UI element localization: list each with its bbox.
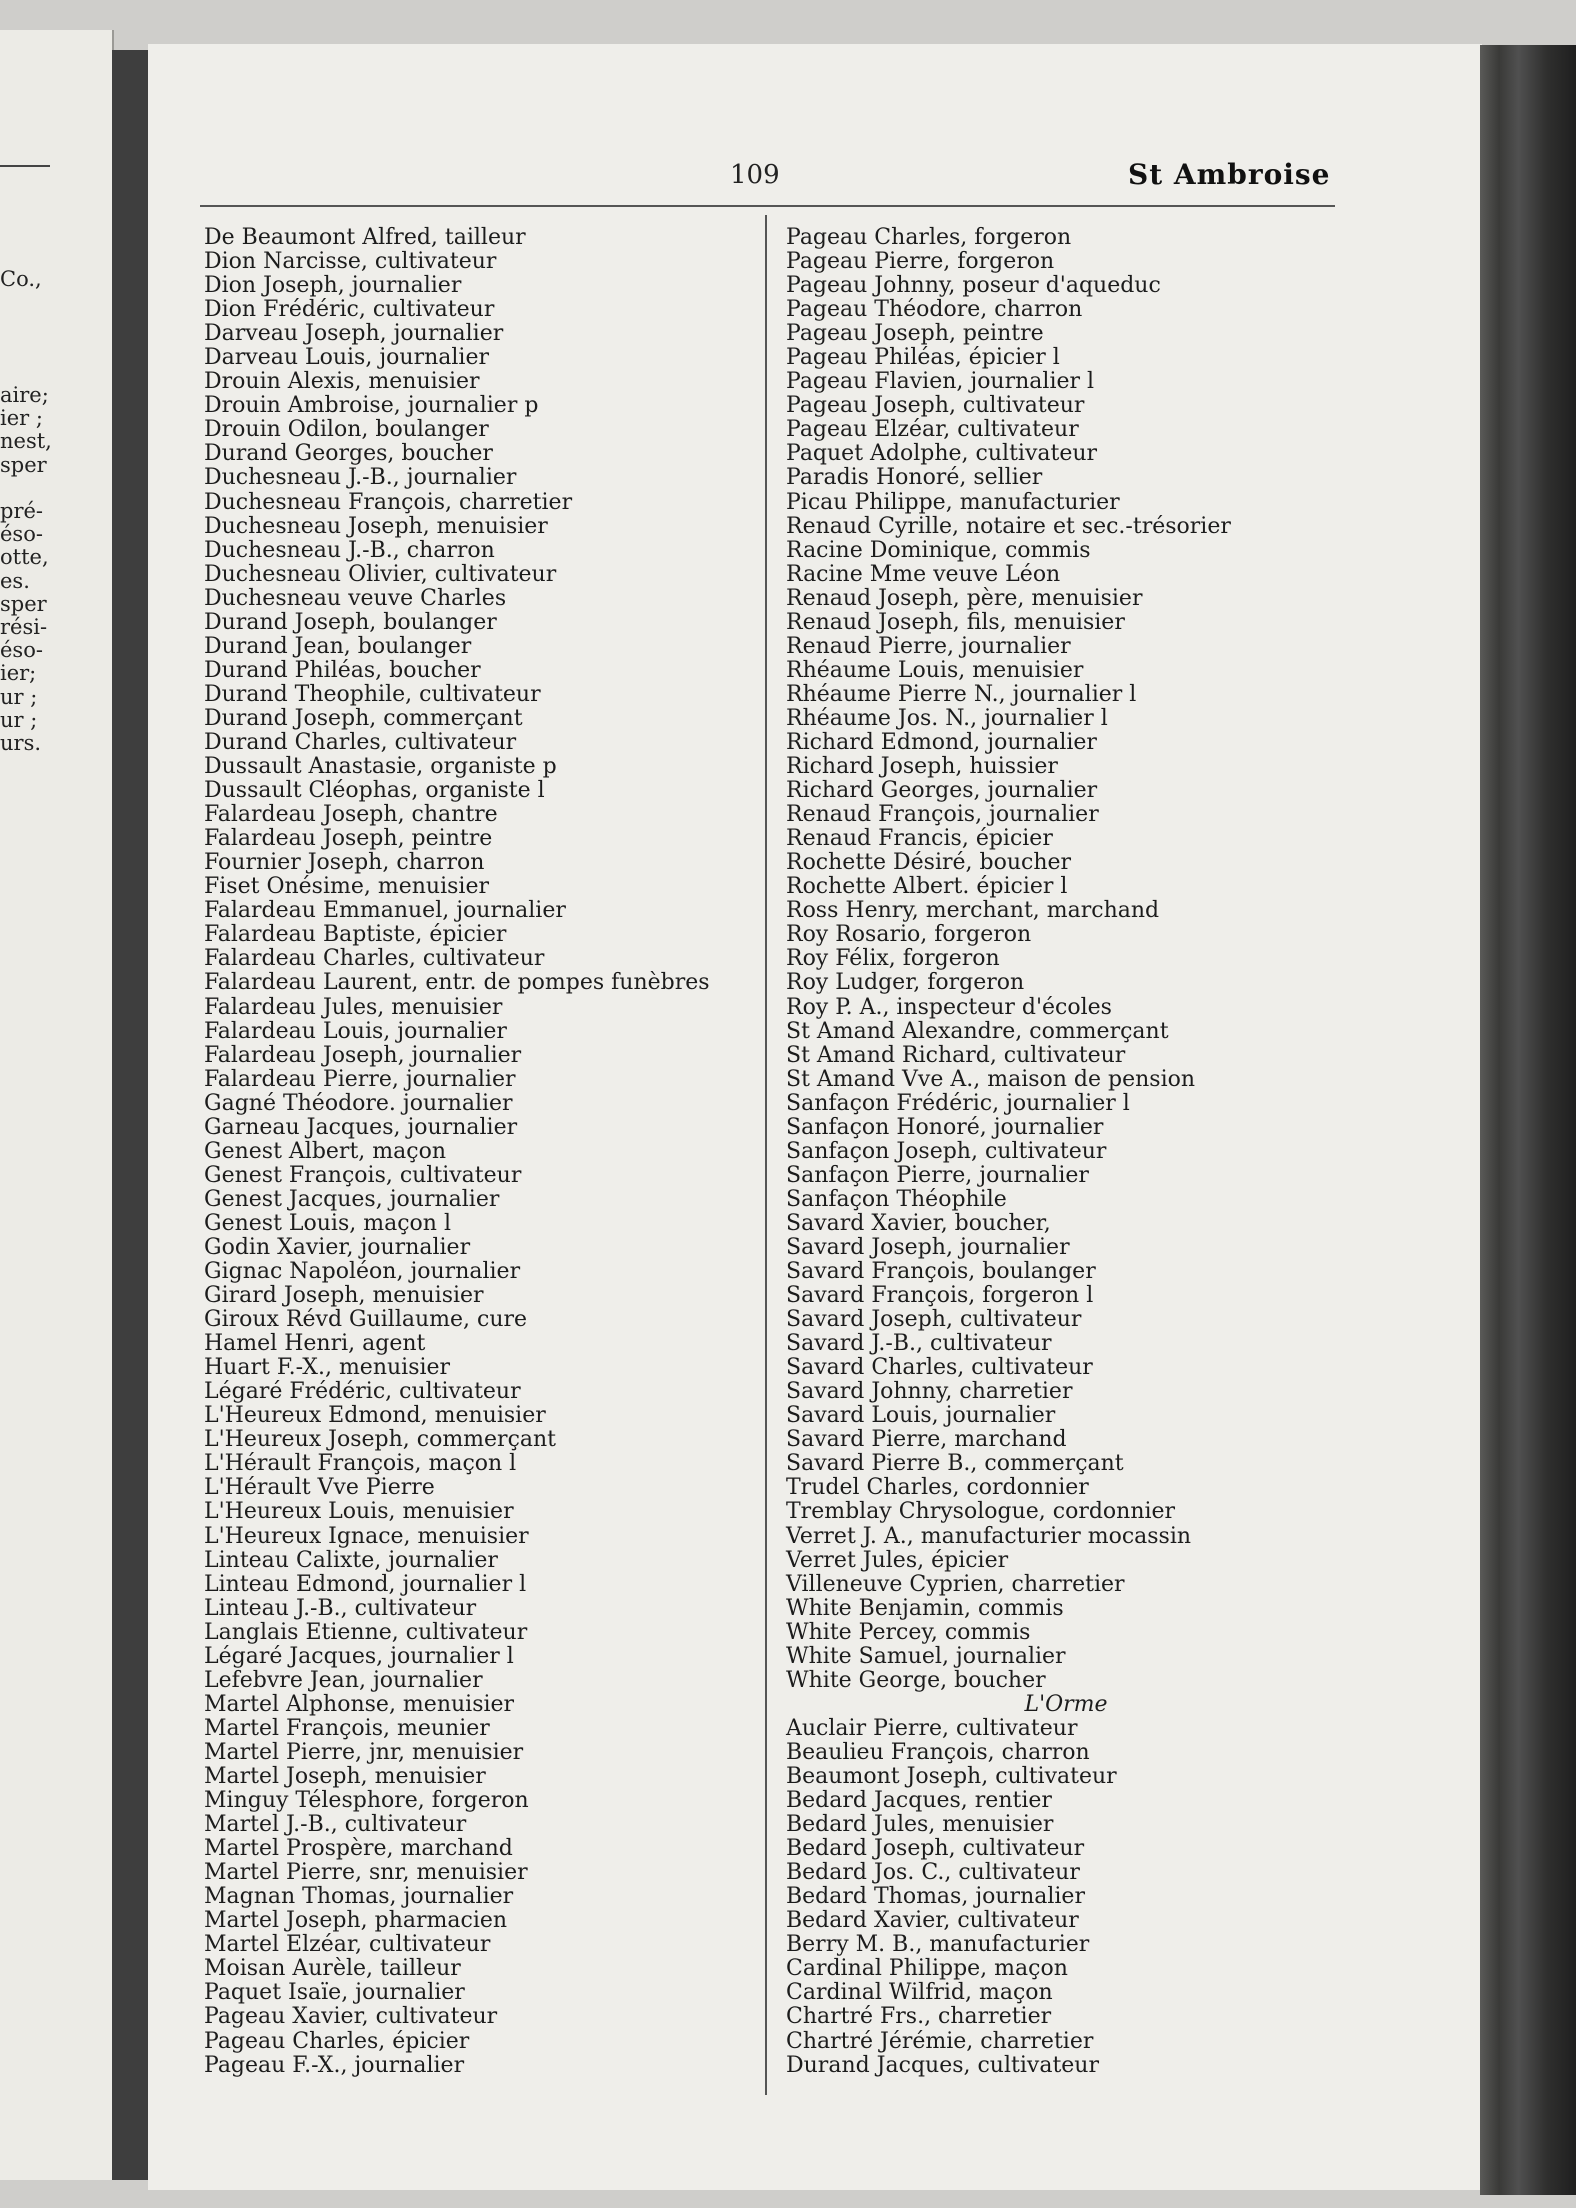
directory-entry: Darveau Joseph, journalier (204, 321, 504, 347)
directory-entry: Pageau Théodore, charron (786, 297, 1083, 323)
directory-entry: Magnan Thomas, journalier (204, 1884, 514, 1910)
directory-entry: Racine Dominique, commis (786, 537, 1091, 563)
directory-entry: St Amand Vve A., maison de pension (786, 1066, 1196, 1092)
directory-entry: White Samuel, journalier (786, 1643, 1066, 1669)
directory-entry: Pageau Philéas, épicier l (786, 345, 1060, 371)
directory-entry: Duchesneau Olivier, cultivateur (204, 561, 557, 587)
directory-entry: Roy Félix, forgeron (786, 946, 1000, 972)
directory-entry: Falardeau Joseph, journalier (204, 1042, 522, 1068)
directory-entry: Garneau Jacques, journalier (204, 1114, 518, 1140)
facing-page-fragments: Co., aire; ier ; nest, sper pré- éso- otte, es. sper rési- éso- ier; ur ; ur ; urs. (0, 267, 52, 756)
directory-entry: Légaré Frédéric, cultivateur (204, 1379, 521, 1405)
directory-entry: Richard Joseph, huissier (786, 754, 1058, 780)
directory-entry: Dussault Anastasie, organiste p (204, 754, 557, 780)
directory-entry: Falardeau Louis, journalier (204, 1018, 507, 1044)
directory-entry: Cardinal Wilfrid, maçon (786, 1980, 1053, 2006)
header-rule (200, 205, 1335, 207)
directory-entry: Berry M. B., manufacturier (786, 1932, 1090, 1958)
directory-entry: Chartré Jérémie, charretier (786, 2028, 1094, 2054)
directory-entry: Renaud Francis, épicier (786, 826, 1053, 852)
directory-entry: Bedard Jules, menuisier (786, 1812, 1054, 1838)
directory-entry: Paquet Adolphe, cultivateur (786, 441, 1098, 467)
directory-entry: Bedard Thomas, journalier (786, 1884, 1085, 1910)
directory-entry: Pageau Charles, épicier (204, 2028, 470, 2054)
directory-entry: Rochette Désiré, boucher (786, 850, 1072, 876)
page-number: 109 (730, 160, 780, 190)
directory-entry: St Amand Alexandre, commerçant (786, 1018, 1169, 1044)
directory-entry: Pageau F.-X., journalier (204, 2052, 465, 2078)
directory-entry: Linteau J.-B., cultivateur (204, 1595, 477, 1621)
directory-entry: Cardinal Philippe, maçon (786, 1956, 1068, 1982)
directory-entry: Martel Pierre, snr, menuisier (204, 1860, 528, 1886)
directory-entry: Martel J.-B., cultivateur (204, 1812, 467, 1838)
directory-entry: Duchesneau veuve Charles (204, 585, 507, 611)
directory-entry: Savard Pierre B., commerçant (786, 1451, 1124, 1477)
directory-entry: Beaumont Joseph, cultivateur (786, 1764, 1117, 1789)
directory-entry: Verret Jules, épicier (786, 1547, 1009, 1573)
directory-entry: Durand Joseph, commerçant (204, 705, 523, 731)
directory-entry: Falardeau Joseph, chantre (204, 802, 498, 828)
directory-entry: Genest Jacques, journalier (204, 1186, 500, 1212)
directory-entry: Roy P. A., inspecteur d'écoles (786, 994, 1112, 1020)
directory-entry: Durand Joseph, boulanger (204, 609, 497, 635)
directory-entry: Lefebvre Jean, journalier (204, 1667, 483, 1693)
directory-entry: Renaud Joseph, fils, menuisier (786, 609, 1125, 635)
directory-entry: Bedard Joseph, cultivateur (786, 1836, 1085, 1862)
directory-entry: Pageau Flavien, journalier l (786, 369, 1095, 395)
directory-entry: Huart F.-X., menuisier (204, 1355, 451, 1381)
book-page-edges (1480, 45, 1576, 2195)
directory-entry: Bedard Jacques, rentier (786, 1788, 1052, 1814)
directory-entry: Falardeau Emmanuel, journalier (204, 898, 566, 924)
directory-entry: Duchesneau François, charretier (204, 489, 573, 515)
directory-entry: Durand Jean, boulanger (204, 633, 472, 659)
directory-entry: Falardeau Baptiste, épicier (204, 922, 507, 948)
directory-entry: L'Hérault François, maçon l (204, 1451, 517, 1477)
directory-entry: Durand Philéas, boucher (204, 657, 481, 683)
directory-entry: Savard Xavier, boucher, (786, 1210, 1051, 1236)
directory-entry: Sanfaçon Frédéric, journalier l (786, 1090, 1130, 1116)
directory-entry: Légaré Jacques, journalier l (204, 1643, 514, 1669)
directory-entry: Rhéaume Jos. N., journalier l (786, 705, 1108, 731)
directory-entry: Martel François, meunier (204, 1715, 490, 1741)
directory-entry: Richard Edmond, journalier (786, 729, 1097, 755)
left-column (204, 226, 760, 2078)
directory-entry: Durand Georges, boucher (204, 441, 493, 467)
directory-entry: Pageau Joseph, cultivateur (786, 393, 1085, 419)
column-divider (765, 215, 767, 2095)
directory-entry: Hamel Henri, agent (204, 1331, 426, 1357)
directory-entry: Girard Joseph, menuisier (204, 1283, 484, 1309)
directory-entry: Savard J.-B., cultivateur (786, 1331, 1052, 1357)
directory-entry: Ross Henry, merchant, marchand (786, 898, 1160, 924)
directory-entry: Falardeau Jules, menuisier (204, 994, 503, 1020)
directory-entry: L'Heureux Joseph, commerçant (204, 1427, 557, 1453)
directory-entry: Fournier Joseph, charron (204, 850, 485, 876)
directory-entry: Dion Joseph, journalier (204, 273, 462, 299)
directory-entry: Fiset Onésime, menuisier (204, 874, 489, 900)
directory-entry: Drouin Odilon, boulanger (204, 417, 489, 443)
directory-entry: Renaud Joseph, père, menuisier (786, 585, 1143, 611)
directory-entry: De Beaumont Alfred, tailleur (204, 225, 526, 250)
directory-entry: Rhéaume Louis, menuisier (786, 657, 1084, 683)
directory-entry: Genest François, cultivateur (204, 1162, 522, 1188)
directory-entry: Chartré Frs., charretier (786, 2004, 1052, 2030)
facing-page (0, 30, 114, 2180)
directory-entry: Sanfaçon Joseph, cultivateur (786, 1138, 1107, 1164)
directory-entry: Durand Charles, cultivateur (204, 729, 517, 755)
directory-entry: Martel Prospère, marchand (204, 1836, 513, 1862)
directory-entry: Dussault Cléophas, organiste l (204, 778, 545, 804)
directory-entry: Savard François, forgeron l (786, 1283, 1094, 1309)
directory-entry: Roy Ludger, forgeron (786, 970, 1025, 996)
directory-entry: Pageau Johnny, poseur d'aqueduc (786, 273, 1161, 299)
directory-entry: Paquet Isaïe, journalier (204, 1980, 465, 2006)
facing-page-rule (0, 165, 50, 167)
directory-entry: Paradis Honoré, sellier (786, 465, 1043, 491)
directory-entry: L'Heureux Ignace, menuisier (204, 1523, 529, 1549)
directory-entry: Savard Charles, cultivateur (786, 1355, 1093, 1381)
directory-entry: Linteau Edmond, journalier l (204, 1571, 527, 1597)
directory-entry: Drouin Alexis, menuisier (204, 369, 480, 395)
directory-entry: Falardeau Pierre, journalier (204, 1066, 516, 1092)
directory-entry: Genest Albert, maçon (204, 1138, 446, 1164)
running-head: St Ambroise (1128, 158, 1331, 191)
directory-entry: Renaud Cyrille, notaire et sec.-trésorier (786, 513, 1231, 539)
directory-entry: Giroux Révd Guillaume, cure (204, 1307, 528, 1333)
directory-entry: White George, boucher (786, 1667, 1046, 1693)
directory-entry: Martel Alphonse, menuisier (204, 1691, 515, 1717)
directory-entry: Falardeau Joseph, peintre (204, 826, 493, 852)
directory-entry: Darveau Louis, journalier (204, 345, 489, 371)
directory-entry: Pageau Pierre, forgeron (786, 249, 1055, 275)
book-gutter (112, 50, 148, 2180)
directory-entry: L'Heureux Louis, menuisier (204, 1499, 514, 1525)
directory-entry: Bedard Jos. C., cultivateur (786, 1860, 1080, 1886)
directory-entry: Sanfaçon Honoré, journalier (786, 1114, 1104, 1140)
directory-entry: Pageau Xavier, cultivateur (204, 2004, 498, 2030)
directory-entry: White Percey, commis (786, 1619, 1031, 1645)
directory-entry: Savard Joseph, cultivateur (786, 1307, 1082, 1333)
directory-entry: Savard Johnny, charretier (786, 1379, 1073, 1405)
directory-entry: Pageau Elzéar, cultivateur (786, 417, 1079, 443)
directory-entry: Villeneuve Cyprien, charretier (786, 1571, 1125, 1597)
directory-entry: Duchesneau J.-B., charron (204, 537, 495, 563)
directory-entry: Durand Jacques, cultivateur (786, 2052, 1099, 2078)
directory-entry: Gignac Napoléon, journalier (204, 1259, 521, 1285)
directory-entry: Martel Joseph, menuisier (204, 1764, 486, 1789)
directory-entry: Renaud Pierre, journalier (786, 633, 1071, 659)
directory-entry: Trudel Charles, cordonnier (786, 1475, 1089, 1501)
directory-entry: Pageau Charles, forgeron (786, 225, 1072, 250)
directory-entry: Dion Frédéric, cultivateur (204, 297, 495, 323)
directory-entry: L'Heureux Edmond, menuisier (204, 1403, 546, 1429)
directory-entry: Renaud François, journalier (786, 802, 1099, 828)
directory-entry: Savard François, boulanger (786, 1259, 1096, 1285)
directory-entry: Falardeau Charles, cultivateur (204, 946, 545, 972)
directory-entry: Savard Pierre, marchand (786, 1427, 1067, 1453)
directory-entry: Genest Louis, maçon l (204, 1210, 451, 1236)
directory-entry: Pageau Joseph, peintre (786, 321, 1044, 347)
section-heading: L'Orme (1024, 1691, 1108, 1717)
directory-entry: Martel Pierre, jnr, menuisier (204, 1739, 524, 1765)
directory-entry: Verret J. A., manufacturier mocassin (786, 1523, 1192, 1549)
directory-entry: St Amand Richard, cultivateur (786, 1042, 1126, 1068)
directory-entry: Dion Narcisse, cultivateur (204, 249, 497, 275)
directory-entry: Beaulieu François, charron (786, 1739, 1090, 1765)
directory-entry: Savard Louis, journalier (786, 1403, 1056, 1429)
directory-entry: Richard Georges, journalier (786, 778, 1098, 804)
directory-entry: Roy Rosario, forgeron (786, 922, 1032, 948)
directory-entry: Duchesneau J.-B., journalier (204, 465, 517, 491)
directory-entry: White Benjamin, commis (786, 1595, 1064, 1621)
directory-entry: Moisan Aurèle, tailleur (204, 1956, 461, 1982)
directory-entry: Linteau Calixte, journalier (204, 1547, 498, 1573)
directory-entry: Sanfaçon Théophile (786, 1186, 1007, 1212)
directory-entry: Rhéaume Pierre N., journalier l (786, 681, 1137, 707)
directory-entry: L'Hérault Vve Pierre (204, 1475, 435, 1501)
directory-entry: Rochette Albert. épicier l (786, 874, 1068, 900)
directory-entry: Godin Xavier, journalier (204, 1234, 471, 1260)
directory-entry: Picau Philippe, manufacturier (786, 489, 1120, 515)
directory-entry: Gagné Théodore. journalier (204, 1090, 513, 1116)
directory-entry: Martel Elzéar, cultivateur (204, 1932, 491, 1958)
directory-entry: Duchesneau Joseph, menuisier (204, 513, 548, 539)
directory-entry: Savard Joseph, journalier (786, 1234, 1070, 1260)
directory-entry: Langlais Etienne, cultivateur (204, 1619, 528, 1645)
directory-entry: Drouin Ambroise, journalier p (204, 393, 539, 419)
directory-entry: Minguy Télesphore, forgeron (204, 1788, 529, 1814)
directory-entry: Durand Theophile, cultivateur (204, 681, 541, 707)
directory-entry: Racine Mme veuve Léon (786, 561, 1061, 587)
directory-entry: Tremblay Chrysologue, cordonnier (786, 1499, 1176, 1525)
right-column (786, 226, 1346, 2078)
directory-entry: Martel Joseph, pharmacien (204, 1908, 508, 1934)
directory-entry: Auclair Pierre, cultivateur (786, 1715, 1078, 1741)
directory-entry: Bedard Xavier, cultivateur (786, 1908, 1079, 1934)
directory-entry: Falardeau Laurent, entr. de pompes funèbres (204, 970, 710, 996)
directory-entry: Sanfaçon Pierre, journalier (786, 1162, 1089, 1188)
